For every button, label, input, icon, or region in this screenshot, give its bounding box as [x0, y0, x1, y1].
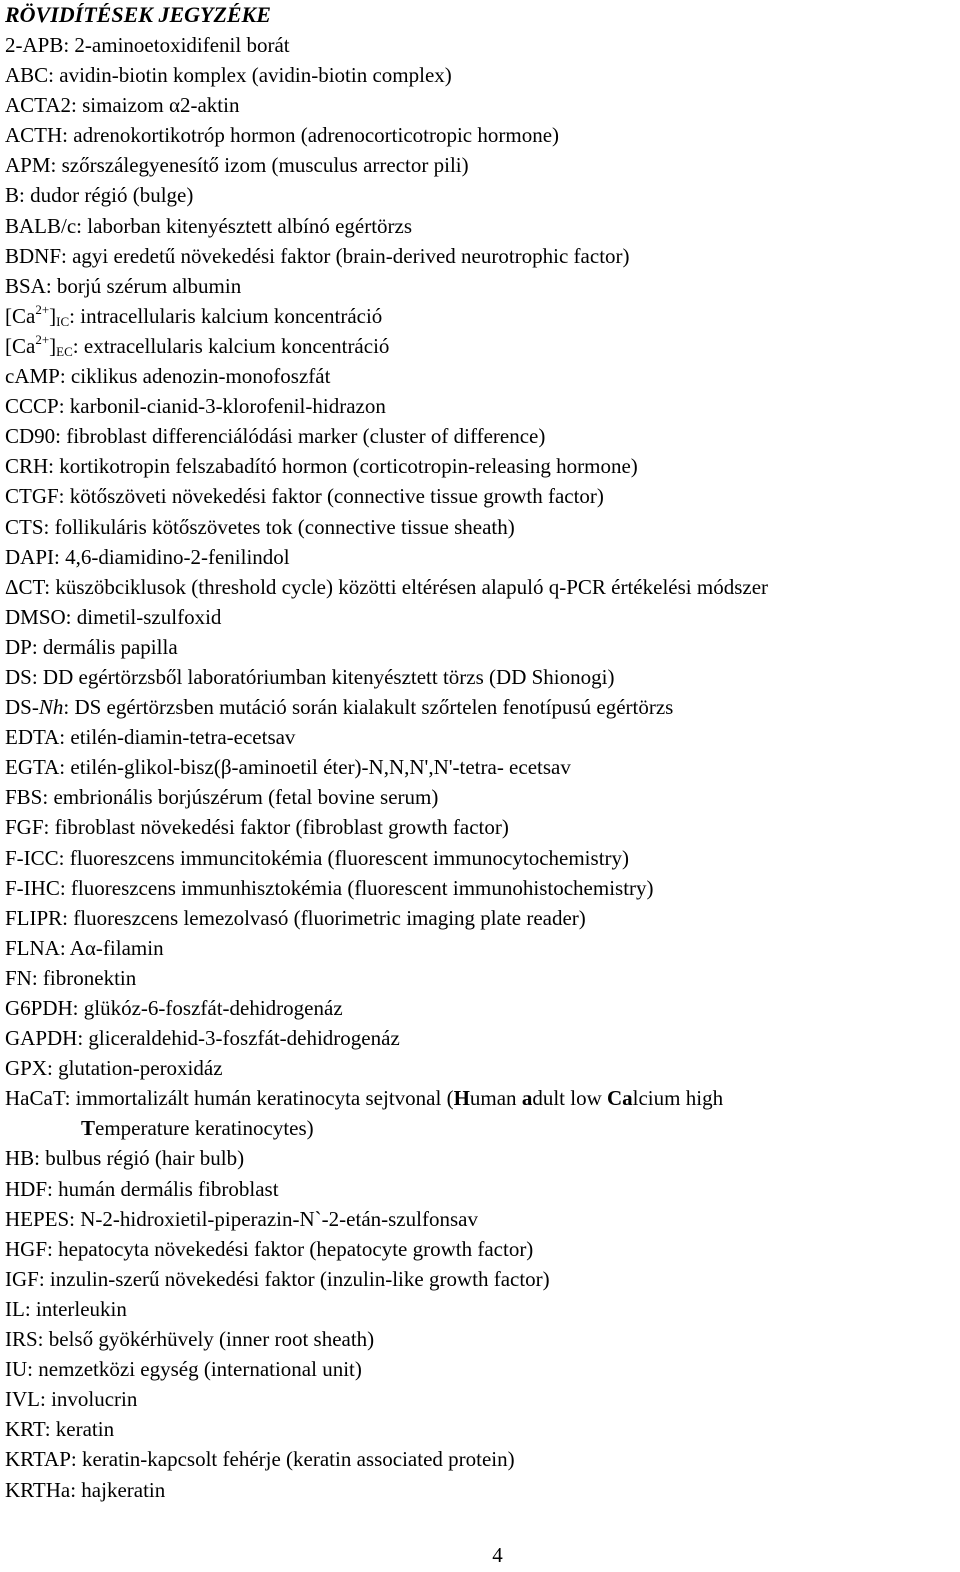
list-item: KRTAP: keratin-kapcsolt fehérje (keratin associated protein) — [5, 1447, 515, 1472]
list-item: ΔCT: küszöbciklusok (threshold cycle) közötti eltérésen alapuló q-PCR értékelési módszer — [5, 574, 769, 599]
list-item: KRT: keratin — [5, 1417, 115, 1442]
list-item: KRTHa: hajkeratin — [5, 1477, 166, 1502]
hacat-text-2: uman — [469, 1086, 522, 1111]
list-item: FBS: embrionális borjúszérum (fetal bovine serum) — [5, 785, 439, 810]
list-item: GAPDH: gliceraldehid-3-foszfát-dehidrogenáz — [5, 1026, 400, 1051]
definition-text: : intracellularis kalcium koncentráció — [69, 303, 383, 328]
list-item: BDNF: agyi eredetű növekedési faktor (brain-derived neurotrophic factor) — [5, 243, 630, 268]
list-item: EGTA: etilén-glikol-bisz(β-aminoetil éter)-N,N,N',N'-tetra- ecetsav — [5, 755, 571, 780]
list-item: F-ICC: fluoreszcens immuncitokémia (fluorescent immunocytochemistry) — [5, 845, 630, 870]
list-item: FLNA: Aα-filamin — [5, 935, 164, 960]
hacat-text-4: lcium high — [632, 1086, 724, 1111]
list-item: IRS: belső gyökérhüvely (inner root sheath) — [5, 1327, 375, 1352]
list-item: FN: fibronektin — [5, 965, 137, 990]
list-item: CTS: follikuláris kötőszövetes tok (connective tissue sheath) — [5, 514, 515, 539]
page-number: 4 — [492, 1543, 503, 1567]
list-item: HB: bulbus régió (hair bulb) — [5, 1146, 245, 1171]
term-prefix: DS- — [5, 695, 39, 720]
list-item: IU: nemzetközi egység (international unit) — [5, 1357, 362, 1382]
list-item-ca-ic — [5, 301, 955, 331]
list-item: CTGF: kötőszöveti növekedési faktor (connective tissue growth factor) — [5, 484, 604, 509]
list-item: IL: interleukin — [5, 1296, 127, 1321]
list-item: CRH: kortikotropin felszabadító hormon (corticotropin-releasing hormone) — [5, 454, 638, 479]
list-item: APM: szőrszálegyenesítő izom (musculus arrector pili) — [5, 153, 469, 178]
list-item: HDF: humán dermális fibroblast — [5, 1176, 279, 1201]
ca-open-text: [Ca — [5, 303, 36, 328]
list-item: DS: DD egértörzsből laboratóriumban kitenyésztett törzs (DD Shionogi) — [5, 664, 615, 689]
list-item-hacat — [5, 1083, 955, 1113]
list-item: B: dudor régió (bulge) — [5, 183, 194, 208]
list-item: FGF: fibroblast növekedési faktor (fibroblast growth factor) — [5, 815, 509, 840]
hacat-text-5: emperature keratinocytes) — [95, 1116, 314, 1141]
hacat-bold-2: a — [521, 1086, 533, 1111]
hacat-text-3: dult low — [532, 1086, 607, 1111]
location-subscript: EC — [56, 343, 73, 359]
list-item: IVL: involucrin — [5, 1387, 138, 1412]
hacat-bold-1: H — [453, 1086, 470, 1111]
list-item: ACTA2: simaizom α2-aktin — [5, 93, 240, 118]
charge-superscript: 2+ — [35, 301, 50, 317]
bracket-close: ] — [49, 333, 57, 358]
abbreviation-list — [5, 30, 955, 1505]
list-item: DMSO: dimetil-szulfoxid — [5, 604, 222, 629]
list-item: DAPI: 4,6-diamidino-2-fenilindol — [5, 544, 290, 569]
list-item-ca-ec — [5, 331, 955, 361]
list-item: HGF: hepatocyta növekedési faktor (hepatocyte growth factor) — [5, 1236, 534, 1261]
list-item: F-IHC: fluoreszcens immunhisztokémia (fluorescent immunohistochemistry) — [5, 875, 654, 900]
hacat-text-1: HaCaT: immortalizált humán keratinocyta sejtvonal ( — [5, 1086, 454, 1111]
hacat-bold-3: Ca — [606, 1086, 633, 1111]
list-item: IGF: inzulin-szerű növekedési faktor (inzulin-like growth factor) — [5, 1266, 550, 1291]
list-item-hacat-continuation — [5, 1113, 955, 1143]
document-page — [5, 0, 955, 1505]
definition-text: : DS egértörzsben mutáció során kialakult szőrtelen fenotípusú egértörzs — [63, 695, 674, 720]
list-item: CD90: fibroblast differenciálódási marker (cluster of difference) — [5, 424, 546, 449]
hacat-bold-4: T — [81, 1116, 96, 1141]
term-italic: Nh — [38, 695, 64, 720]
list-item: FLIPR: fluoreszcens lemezolvasó (fluorimetric imaging plate reader) — [5, 905, 586, 930]
list-item: HEPES: N-2-hidroxietil-piperazin-N`-2-etán-szulfonsav — [5, 1206, 478, 1231]
list-item: EDTA: etilén-diamin-tetra-ecetsav — [5, 725, 296, 750]
list-item: G6PDH: glükóz-6-foszfát-dehidrogenáz — [5, 996, 343, 1020]
list-item: BSA: borjú szérum albumin — [5, 273, 242, 298]
list-item: ACTH: adrenokortikotróp hormon (adrenocorticotropic hormone) — [5, 123, 560, 148]
ca-open-text: [Ca — [5, 333, 36, 358]
location-subscript: IC — [56, 313, 70, 329]
charge-superscript: 2+ — [35, 331, 50, 347]
page-heading: RÖVIDÍTÉSEK JEGYZÉKE — [5, 2, 271, 27]
list-item: 2-APB: 2-aminoetoxidifenil borát — [5, 33, 290, 57]
list-item: CCCP: karbonil-cianid-3-klorofenil-hidrazon — [5, 394, 386, 419]
list-item: ABC: avidin-biotin komplex (avidin-biotin complex) — [5, 63, 452, 88]
bracket-close: ] — [49, 303, 57, 328]
list-item: GPX: glutation-peroxidáz — [5, 1056, 223, 1081]
list-item: DP: dermális papilla — [5, 634, 178, 659]
list-item: BALB/c: laborban kitenyésztett albínó egértörzs — [5, 213, 413, 238]
definition-text: : extracellularis kalcium koncentráció — [72, 333, 390, 358]
list-item: cAMP: ciklikus adenozin-monofoszfát — [5, 364, 331, 389]
list-item-ds-nh — [5, 692, 955, 722]
